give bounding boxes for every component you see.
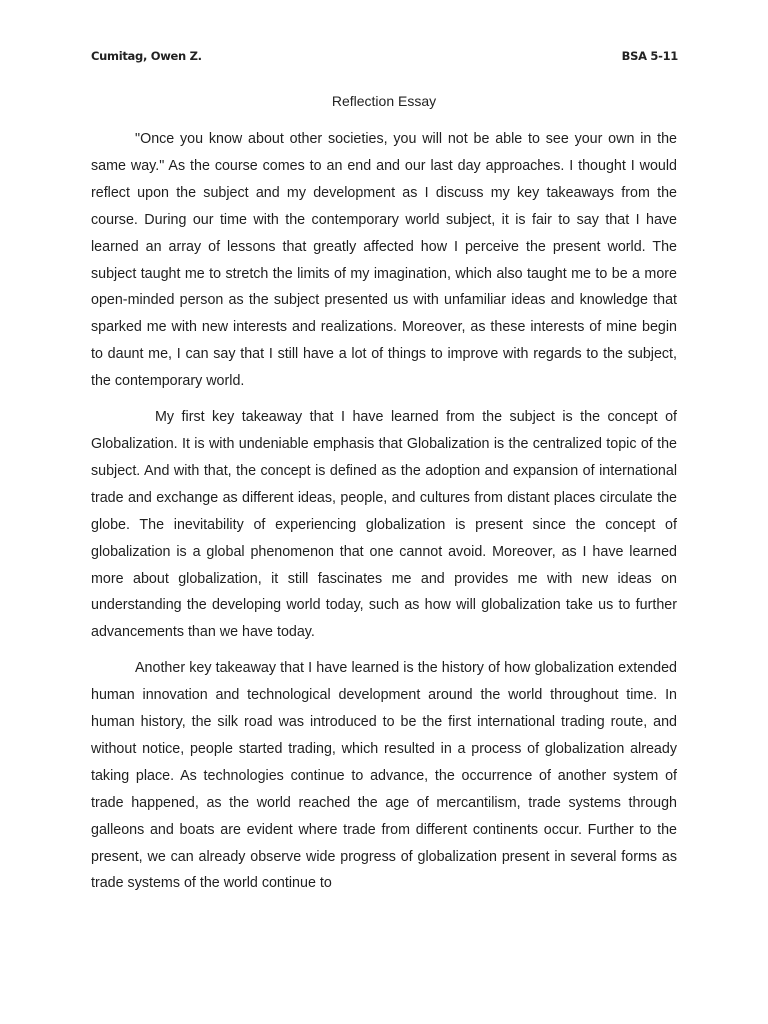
essay-body [91,126,677,906]
paragraph-3: Another key takeaway that I have learned is the history of how globalization extended human innovation and technological development around the world throughout time. In human history, the silk road was introduced to be the first international trading route, and without notice, people started trading, which resulted in a process of globalization already taking place. As technologies continue to advance, the occurrence of another system of trade happened, as the world reached the age of mercantilism, trade systems through galleons and boats are evident where trade from different continents occur. Further to the present, we can already observe wide progress of globalization present in several forms as trade systems of the world continue to [91,660,677,892]
paragraph-1: "Once you know about other societies, you will not be able to see your own in the same way." As the course comes to an end and our last day approaches. I thought I would reflect upon the subject and my development as I discuss my key takeaways from the course. During our time with the contemporary world subject, it is fair to say that I have learned an array of lessons that greatly affected how I perceive the present world. The subject taught me to stretch the limits of my imagination, which also taught me to be a more open-minded person as the subject presented us with unfamiliar ideas and knowledge that sparked me with new interests and realizations. Moreover, as these interests of mine begin to daunt me, I can say that I still have a lot of things to improve with regards to the subject, the contemporary world. [91,131,677,390]
paragraph-2: My first key takeaway that I have learned from the subject is the concept of Globalization. It is with undeniable emphasis that Globalization is the centralized topic of the subject. And with that, the concept is defined as the adoption and expansion of international trade and exchange as different ideas, people, and cultures from distant places circulate the globe. The inevitability of experiencing globalization is present since the concept of globalization is a global phenomenon that one cannot avoid. Moreover, as I have learned more about globalization, it still fascinates me and provides me with new ideas on understanding the developing world today, such as how will globalization take us to further advancements than we have today. [91,409,677,641]
page-title: Reflection Essay [331,93,437,109]
class-section: BSA 5-11 [621,49,678,63]
author-name: Cumitag, Owen Z. [91,49,202,63]
